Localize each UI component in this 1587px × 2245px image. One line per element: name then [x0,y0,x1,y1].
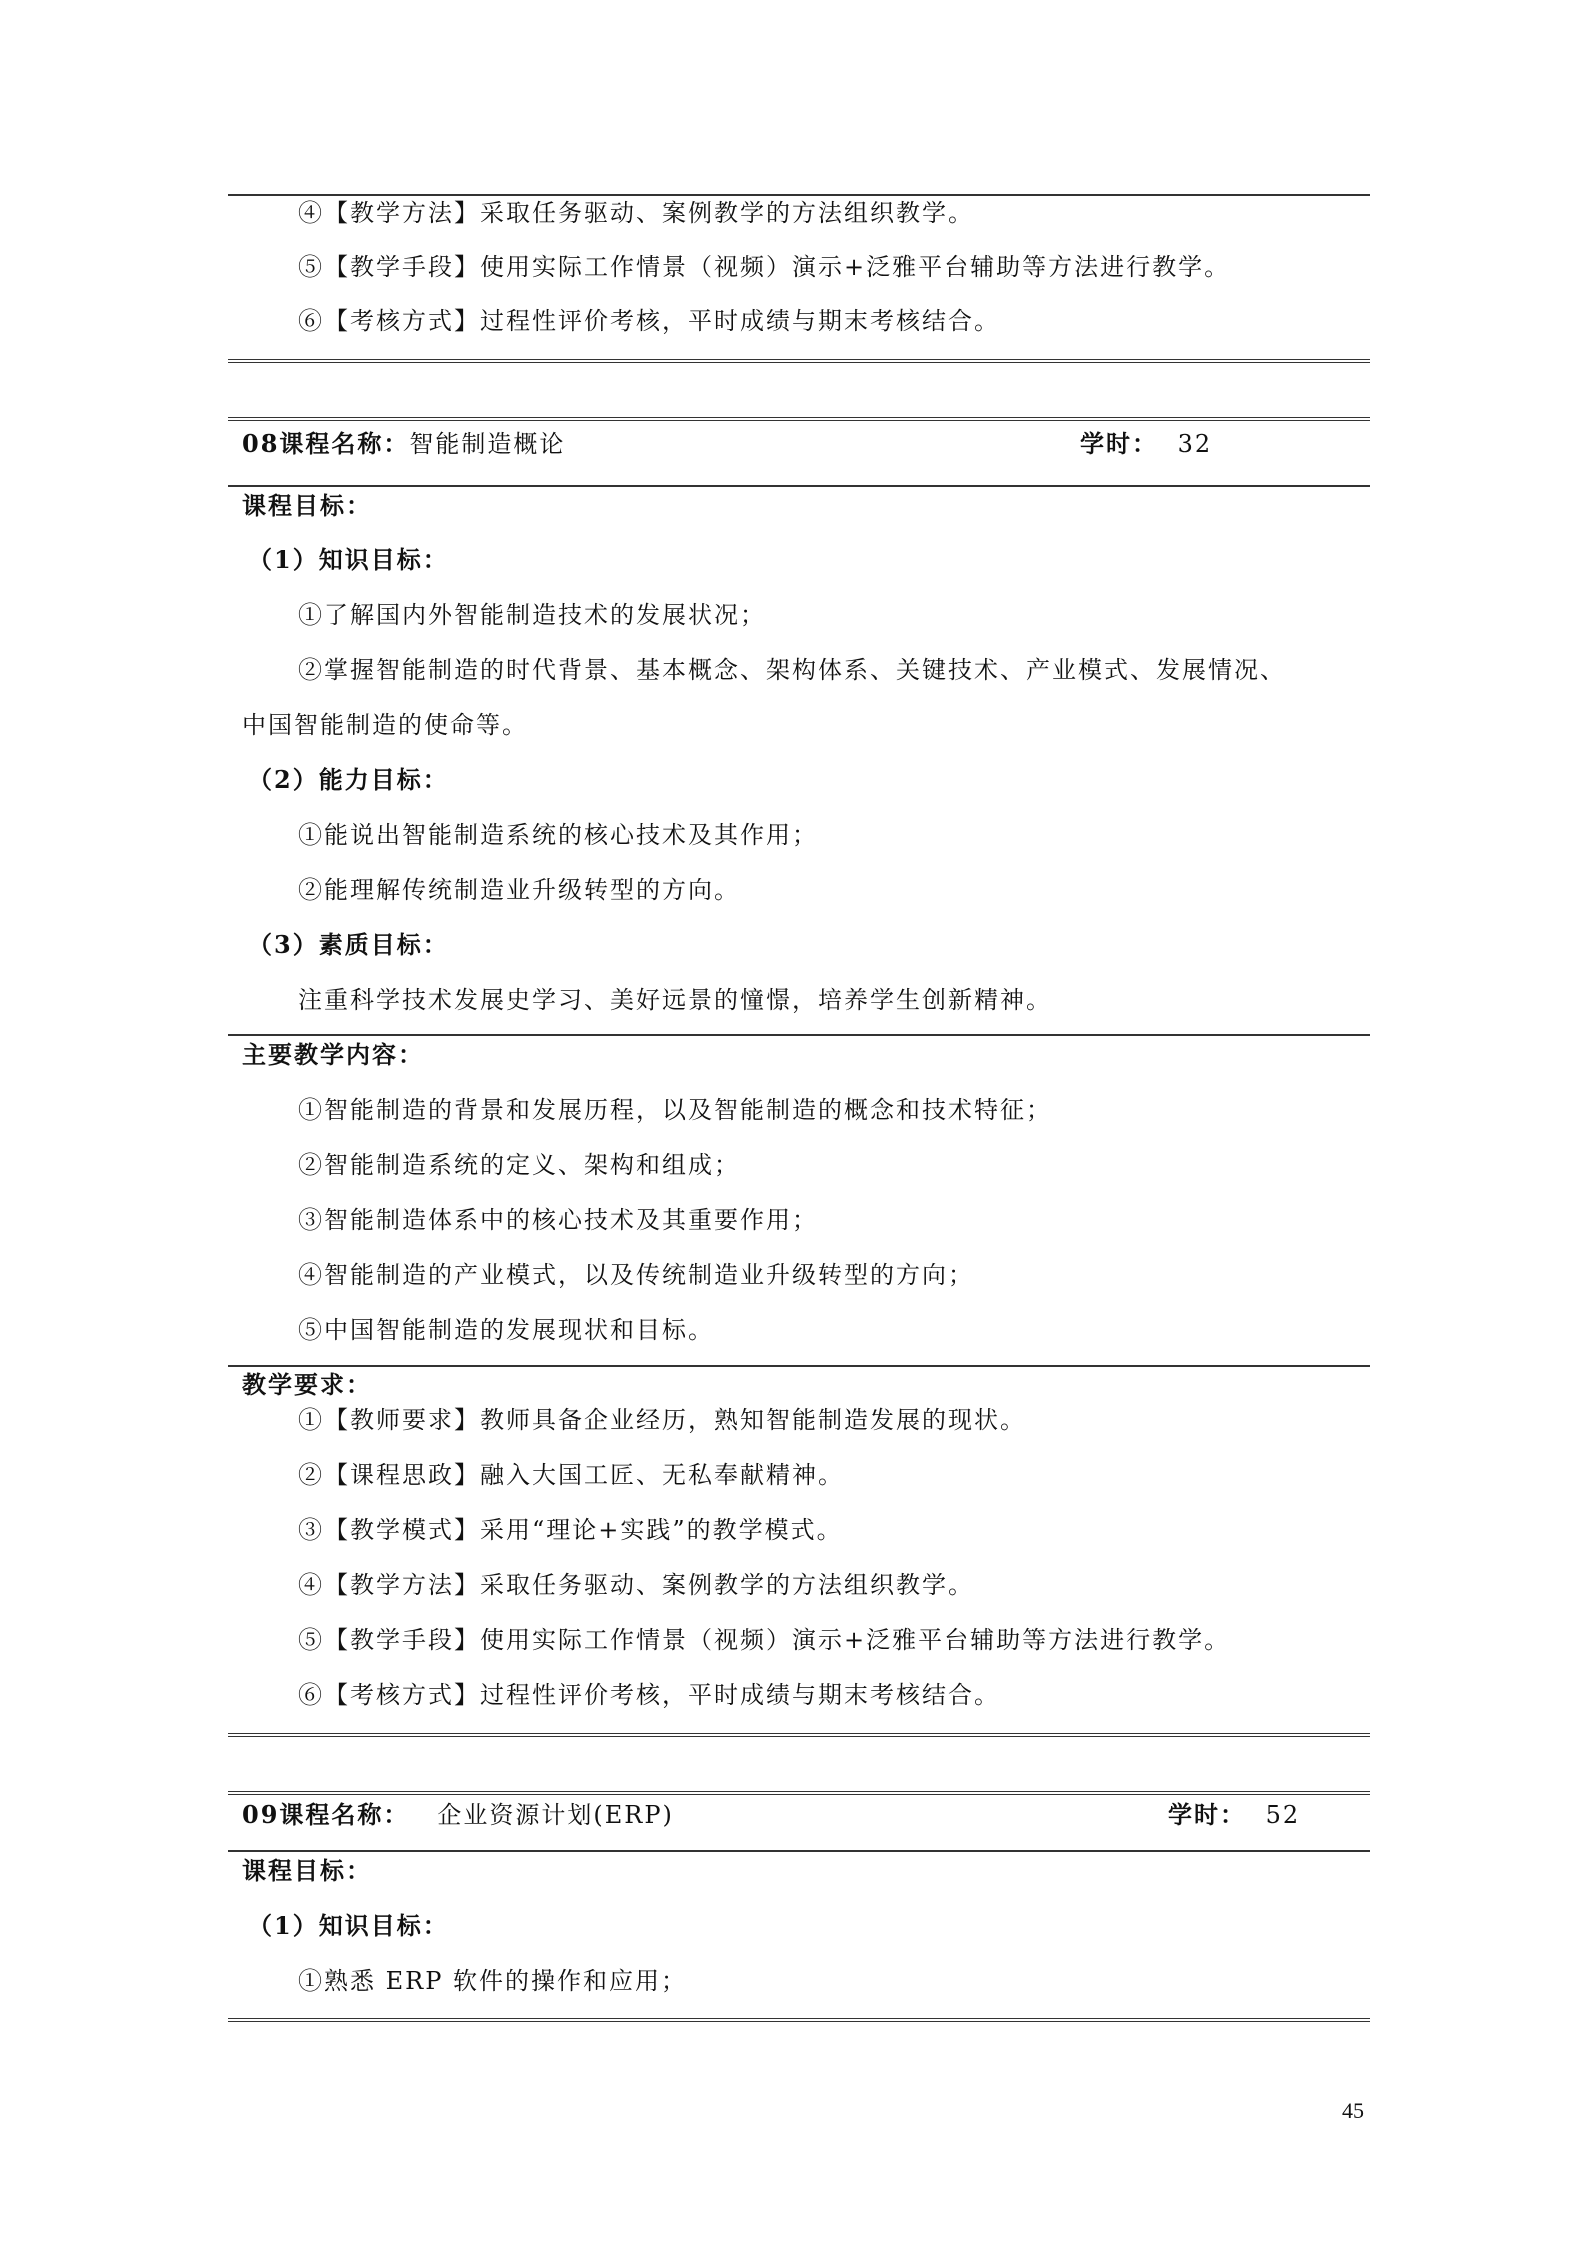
course-08-requirement-6: ⑥【考核方式】过程性评价考核，平时成绩与期末考核结合。 [298,1681,1000,1709]
course-09-number: 09 [242,1800,280,1829]
course-09-knowledge-heading: （1）知识目标： [248,1911,449,1940]
course-08-quality-item-1: 注重科学技术发展史学习、美好远景的憧憬，培养学生创新精神。 [298,986,1052,1014]
page-number: 45 [1342,2098,1364,2123]
top-line-1: ④【教学方法】采取任务驱动、案例教学的方法组织教学。 [298,199,974,227]
course-08-content-item-2: ②智能制造系统的定义、架构和组成； [298,1151,740,1179]
course-08-content-item-5: ⑤中国智能制造的发展现状和目标。 [298,1316,714,1344]
top-line-2: ⑤【教学手段】使用实际工作情景（视频）演示+泛雅平台辅助等方法进行教学。 [298,253,1231,281]
course-08-requirement-2: ②【课程思政】融入大国工匠、无私奉献精神。 [298,1461,844,1489]
section-end-rule [228,359,1370,363]
course-08-hours [1080,429,1212,459]
course-08-number: 08 [242,429,280,458]
course-08-requirement-1: ①【教师要求】教师具备企业经历，熟知智能制造发展的现状。 [298,1406,1026,1434]
course-08-goals-heading: 课程目标： [242,491,372,520]
course-08-requirements-heading: 教学要求： [242,1370,372,1399]
course-08-content-end-rule [228,1365,1370,1367]
course-08-content-heading: 主要教学内容： [242,1040,424,1069]
course-09-top-rule [228,1791,1370,1795]
course-09-hours-value: 52 [1265,1801,1301,1829]
course-09-header-rule [228,1850,1370,1852]
course-08-ability-item-1: ①能说出智能制造系统的核心技术及其作用； [298,821,818,849]
top-rule [228,194,1370,196]
course-08-name: 智能制造概论 [409,430,566,458]
course-09-header [242,1800,674,1830]
course-09-name-label: 课程名称： [279,1800,410,1829]
course-08-top-rule [228,417,1370,421]
course-08-header [242,429,565,459]
course-09-hours [1168,1800,1300,1830]
course-08-requirement-3: ③【教学模式】采用“理论+实践”的教学模式。 [298,1516,843,1544]
course-08-ability-heading: （2）能力目标： [248,765,449,794]
course-09-bottom-rule [228,2018,1370,2022]
course-08-content-item-4: ④智能制造的产业模式，以及传统制造业升级转型的方向； [298,1261,974,1289]
course-08-hours-label: 学时： [1080,429,1158,458]
course-08-content-item-3: ③智能制造体系中的核心技术及其重要作用； [298,1206,818,1234]
course-08-requirement-4: ④【教学方法】采取任务驱动、案例教学的方法组织教学。 [298,1571,974,1599]
course-08-knowledge-item-1: ①了解国内外智能制造技术的发展状况； [298,601,766,629]
course-08-header-rule [228,485,1370,487]
course-08-hours-value: 32 [1177,430,1213,458]
course-08-knowledge-heading: （1）知识目标： [248,545,449,574]
course-09-goals-heading: 课程目标： [242,1856,372,1885]
course-09-hours-label: 学时： [1168,1800,1246,1829]
course-08-quality-heading: （3）素质目标： [248,930,449,959]
course-08-knowledge-item-3: 中国智能制造的使命等。 [242,711,528,739]
course-08-content-item-1: ①智能制造的背景和发展历程，以及智能制造的概念和技术特征； [298,1096,1052,1124]
top-line-3: ⑥【考核方式】过程性评价考核，平时成绩与期末考核结合。 [298,307,1000,335]
course-08-goals-end-rule [228,1034,1370,1036]
course-08-end-rule [228,1733,1370,1737]
course-08-knowledge-item-2: ②掌握智能制造的时代背景、基本概念、架构体系、关键技术、产业模式、发展情况、 [298,656,1286,684]
course-08-requirement-5: ⑤【教学手段】使用实际工作情景（视频）演示+泛雅平台辅助等方法进行教学。 [298,1626,1231,1654]
course-08-name-label: 课程名称： [279,429,410,458]
course-09-knowledge-item-1: ①熟悉 ERP 软件的操作和应用； [298,1967,687,1995]
course-09-name: 企业资源计划(ERP) [437,1801,674,1829]
course-08-ability-item-2: ②能理解传统制造业升级转型的方向。 [298,876,740,904]
